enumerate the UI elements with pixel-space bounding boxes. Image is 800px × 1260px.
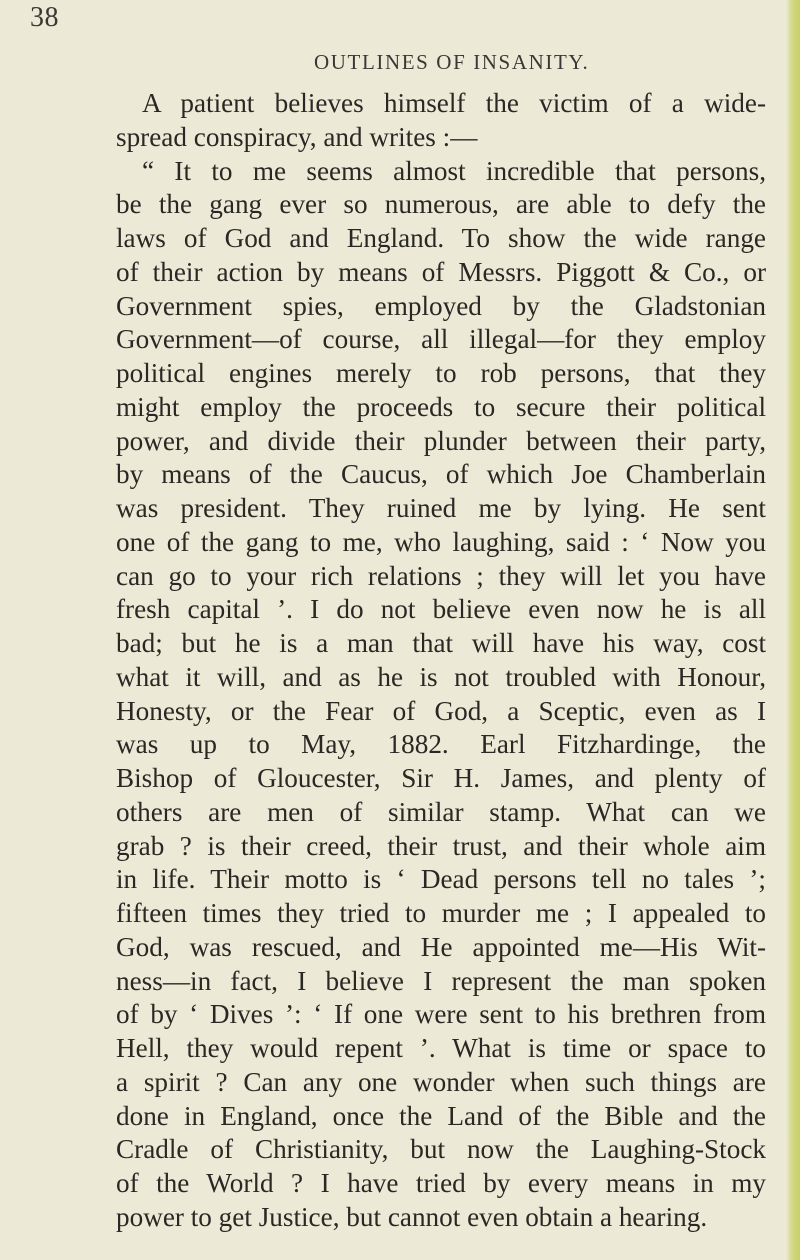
- text-line: of their action by means of Messrs. Piggott & Co., or: [116, 256, 766, 287]
- text-line: others are men of similar stamp. What can we: [116, 796, 766, 827]
- text-line: was up to May, 1882. Earl Fitzhardinge, the: [116, 729, 766, 760]
- text-line: done in England, once the Land of the Bible and the: [116, 1100, 766, 1131]
- text-line: of by ‘ Dives ’: ‘ If one were sent to his brethren from: [116, 999, 766, 1030]
- text-line: might employ the proceeds to secure their political: [116, 391, 766, 422]
- text-line: Cradle of Christianity, but now the Laughing-Stock: [116, 1134, 766, 1165]
- text-line: political engines merely to rob persons, that they: [116, 358, 766, 388]
- text-line: laws of God and England. To show the wide range: [116, 223, 766, 253]
- body-text: [116, 87, 766, 1235]
- text-line: A patient believes himself the victim of a wide-: [142, 88, 766, 118]
- text-line: one of the gang to me, who laughing, said : ‘ Now you: [116, 526, 766, 557]
- text-line: what it will, and as he is not troubled with Honour,: [116, 661, 766, 692]
- text-line: can go to your rich relations ; they will let you have: [116, 560, 766, 591]
- text-line: Government—of course, all illegal—for they employ: [116, 324, 766, 355]
- page-number: 38: [30, 2, 59, 33]
- text-line: ness—in fact, I believe I represent the man spoken: [116, 965, 766, 996]
- text-line: Bishop of Gloucester, Sir H. James, and plenty of: [116, 763, 766, 793]
- page-edge: [786, 0, 800, 1260]
- text-line: fresh capital ’. I do not believe even now he is all: [116, 594, 766, 625]
- text-line: be the gang ever so numerous, are able to defy the: [116, 189, 766, 220]
- text-line: Government spies, employed by the Gladstonian: [116, 290, 766, 321]
- text-line: power, and divide their plunder between their party,: [116, 425, 766, 456]
- text-line: grab ? is their creed, their trust, and their whole aim: [116, 830, 766, 861]
- text-line: fifteen times they tried to murder me ; I appealed to: [116, 898, 766, 928]
- text-line: Honesty, or the Fear of God, a Sceptic, even as I: [116, 695, 766, 726]
- text-line: by means of the Caucus, of which Joe Chamberlain: [116, 459, 766, 490]
- text-line: God, was rescued, and He appointed me—His Wit-: [116, 931, 766, 962]
- running-head: OUTLINES OF INSANITY.: [314, 50, 590, 74]
- text-line: of the World ? I have tried by every means in my: [116, 1168, 766, 1198]
- text-line: spread conspiracy, and writes :—: [116, 121, 478, 152]
- text-line: Hell, they would repent ’. What is time or space to: [116, 1033, 766, 1063]
- text-line: a spirit ? Can any one wonder when such things are: [116, 1066, 766, 1097]
- text-line: in life. Their motto is ‘ Dead persons tell no tales ’;: [116, 864, 766, 895]
- text-line: bad; but he is a man that will have his way, cost: [116, 628, 766, 658]
- text-line: “ It to me seems almost incredible that persons,: [142, 155, 766, 186]
- text-line: power to get Justice, but cannot even obtain a hearing.: [116, 1201, 708, 1232]
- text-line: was president. They ruined me by lying. He sent: [116, 493, 766, 523]
